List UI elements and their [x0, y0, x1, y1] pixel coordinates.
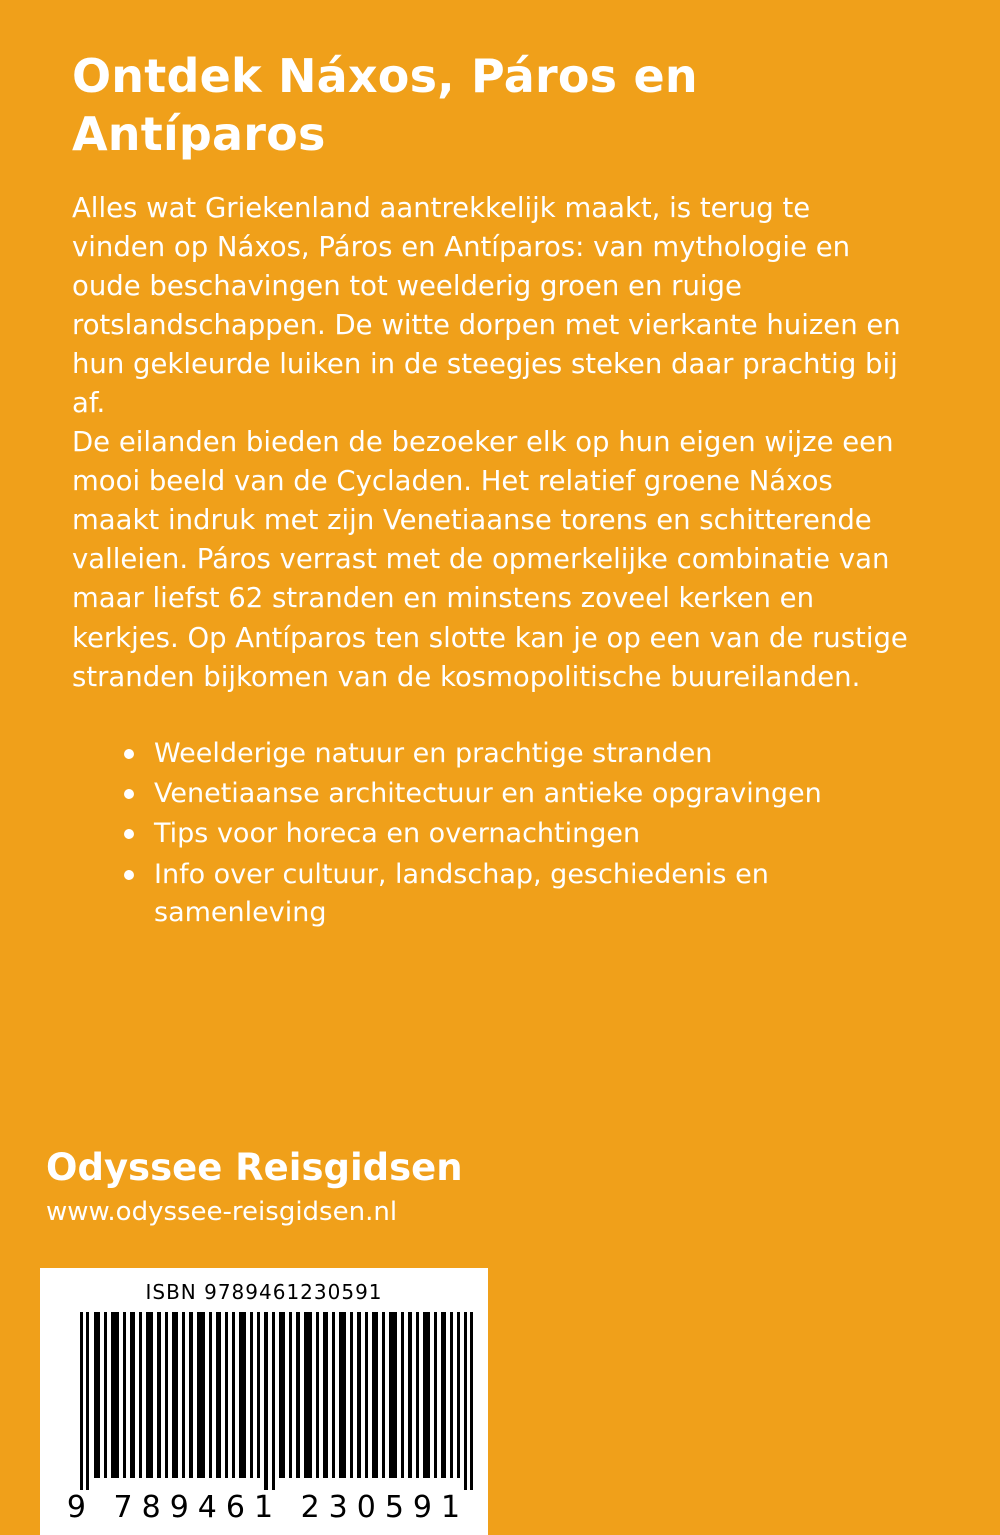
description-paragraph-2: De eilanden bieden de bezoeker elk op hun eigen wijze een mooi beeld van de Cycladen. Het relatief groene Náxos maakt indruk met zijn Venetiaanse torens en schitterende valleien. Páros verrast met de opmerkelijke combinatie van maar liefst 62 stranden en minstens zoveel kerken en kerkjes. Op Antíparos ten slotte kan je op een van de rustige stranden bijkomen van de kosmopolitische buureilanden.	[72, 426, 908, 693]
publisher-block	[46, 1148, 463, 1228]
description-block	[72, 189, 912, 697]
isbn-label: ISBN 9789461230591	[145, 1280, 383, 1304]
list-item: Tips voor horeca en overnachtingen	[118, 815, 928, 853]
list-item: Weelderige natuur en prachtige stranden	[118, 735, 928, 773]
barcode-icon	[80, 1312, 480, 1490]
publisher-name: Odyssee Reisgidsen	[46, 1146, 463, 1189]
page-title: Ontdek Náxos, Páros en Antíparos	[72, 49, 698, 161]
list-item: Venetiaanse architectuur en antieke opgravingen	[118, 775, 928, 813]
feature-list	[72, 735, 928, 933]
barcode-block	[40, 1268, 488, 1535]
barcode-digits: 9 789461 230591	[66, 1490, 470, 1525]
list-item: Info over cultuur, landschap, geschiedenis en samenleving	[118, 856, 928, 933]
description-paragraph-1: Alles wat Griekenland aantrekkelijk maakt, is terug te vinden op Náxos, Páros en Antíparos: van mythologie en oude beschavingen tot weelderig groen en ruige rotslandschappen. De witte dorpen met vierkante huizen en hun gekleurde luiken in de steegjes steken daar prachtig bij af.	[72, 192, 901, 420]
publisher-website[interactable]: www.odyssee-reisgidsen.nl	[46, 1196, 398, 1227]
